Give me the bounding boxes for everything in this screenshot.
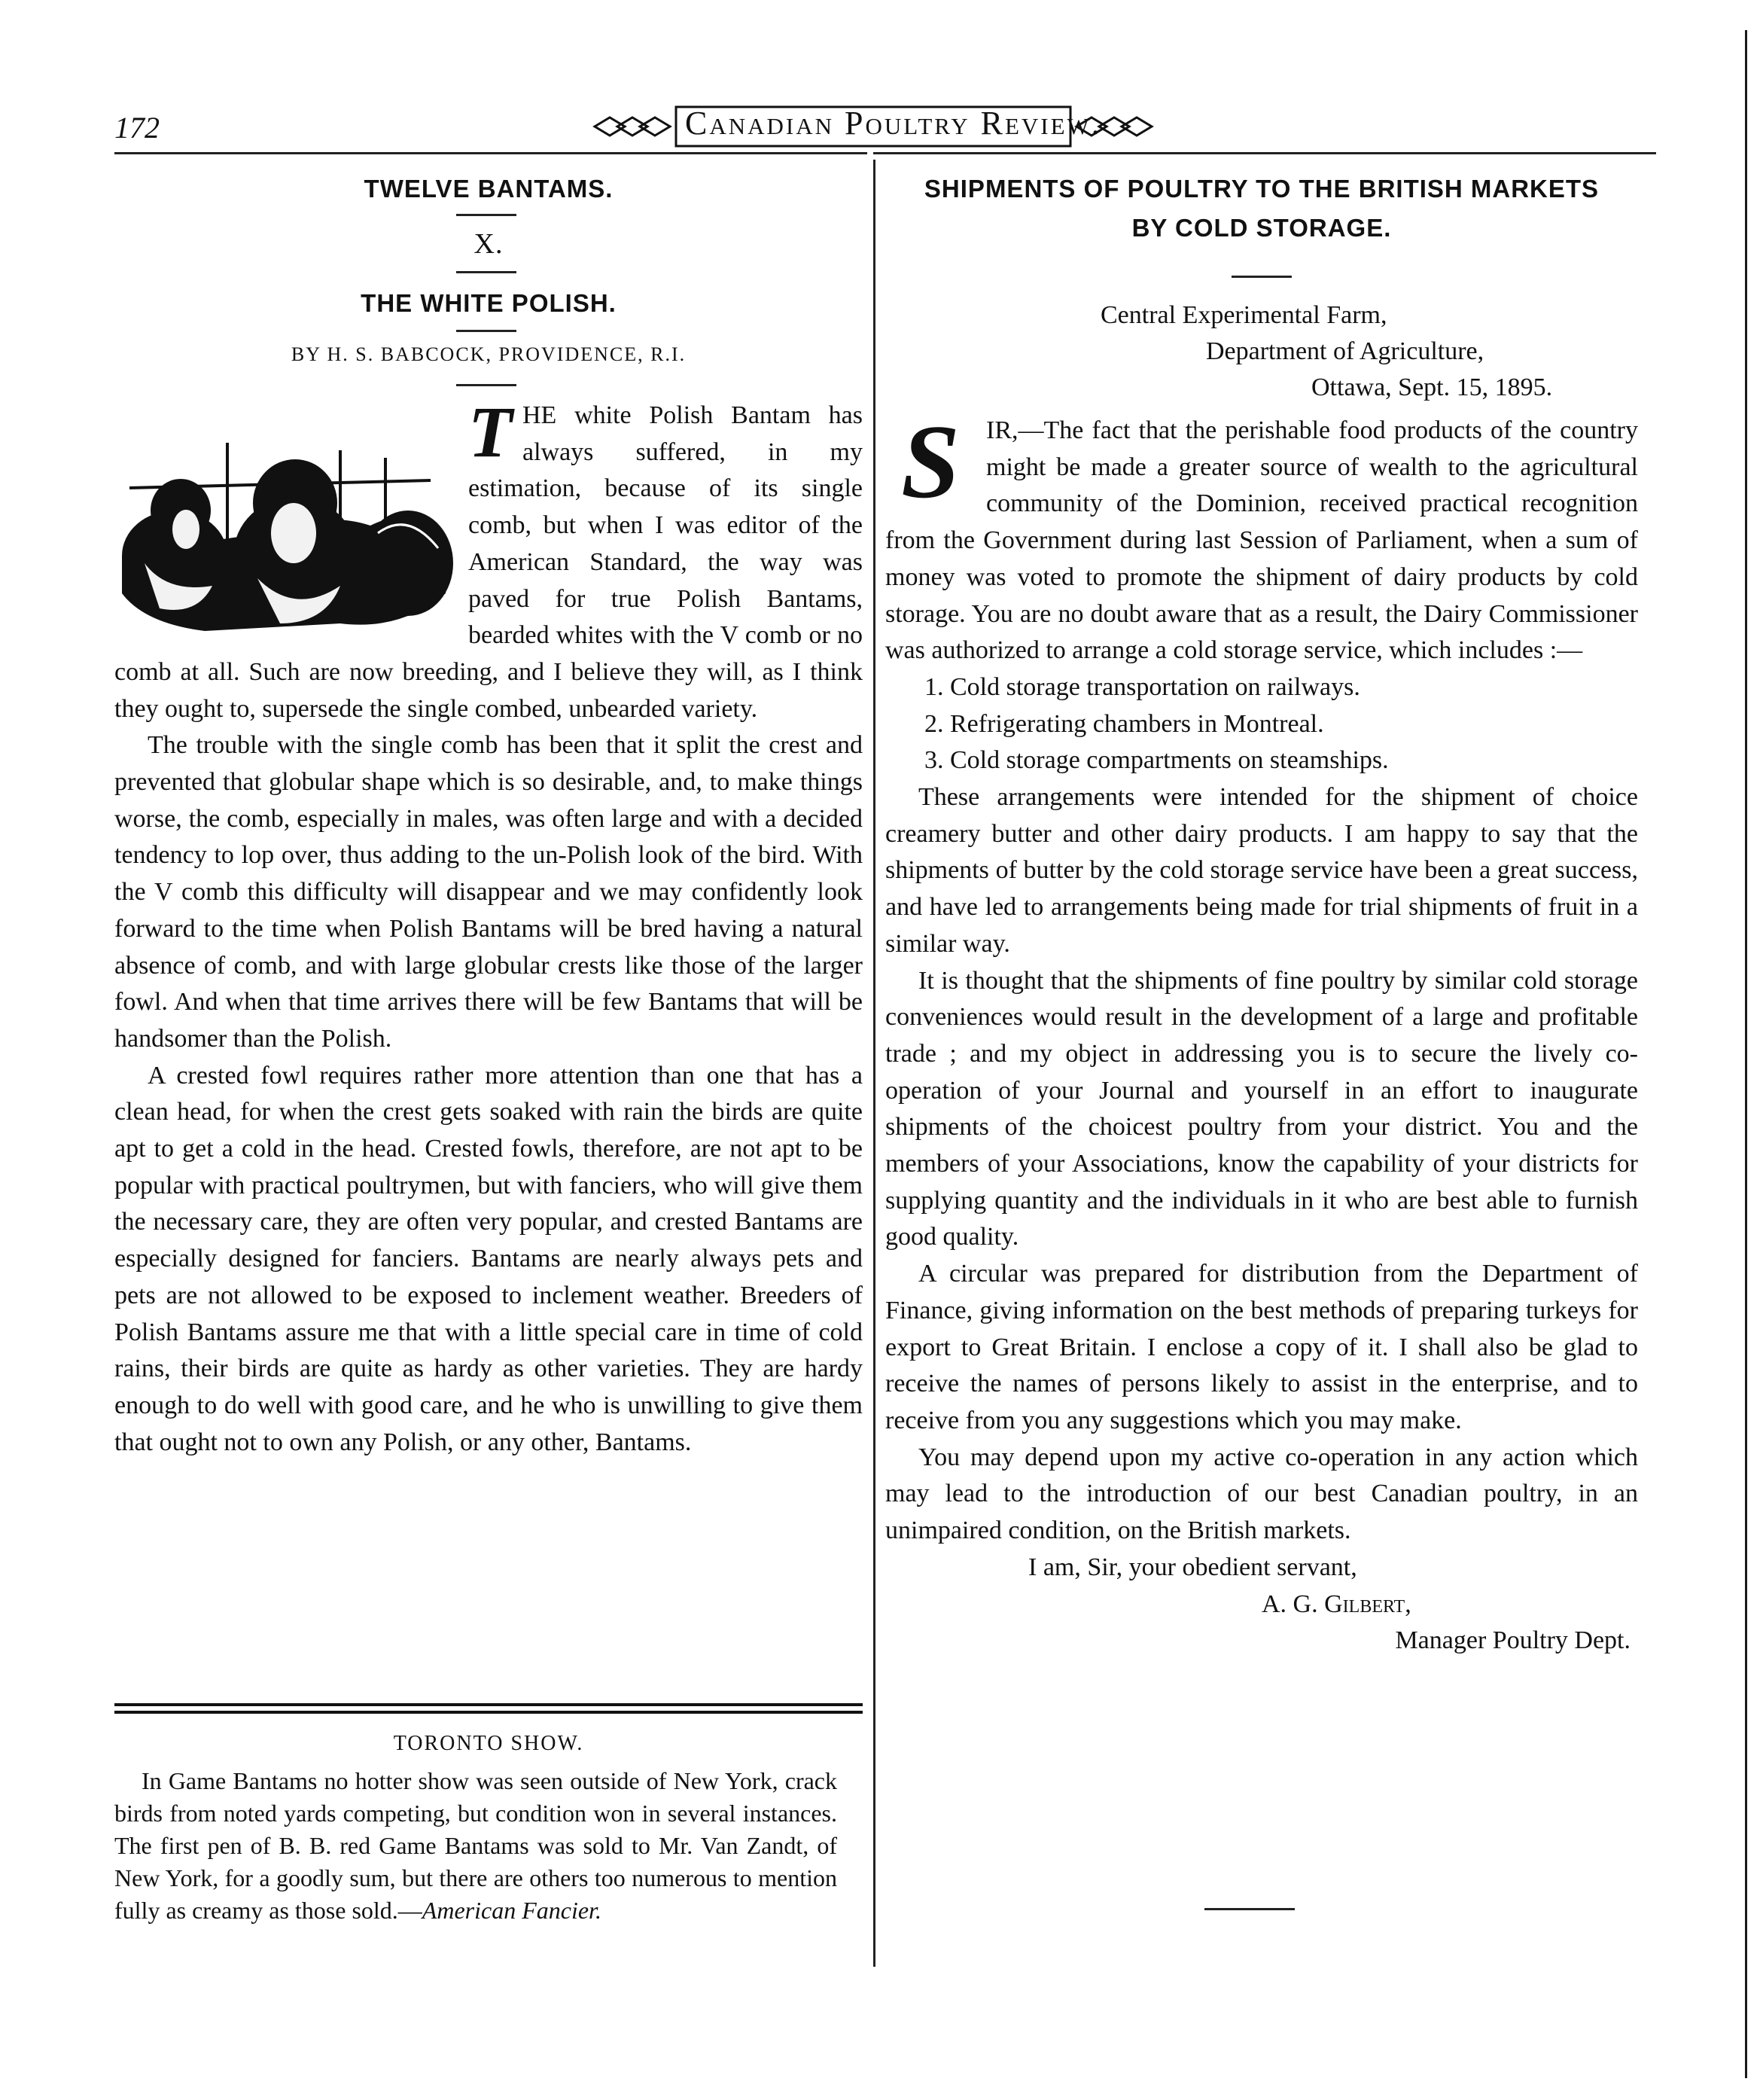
service-list-item: 3. Cold storage compartments on steamships. bbox=[924, 746, 1389, 775]
right-dropcap: S bbox=[901, 404, 960, 520]
masthead bbox=[587, 96, 1159, 157]
left-article-body bbox=[114, 392, 863, 1461]
left-dropcap: T bbox=[468, 392, 513, 472]
subtitle-rule bbox=[456, 330, 516, 332]
number-rule bbox=[456, 271, 516, 273]
address-line-1: Central Experimental Farm, bbox=[1101, 301, 1387, 329]
byline-rule bbox=[456, 384, 516, 386]
left-article-title: TWELVE BANTAMS. bbox=[364, 175, 614, 203]
right-article-title-line1: SHIPMENTS OF POULTRY TO THE BRITISH MARKETS bbox=[924, 175, 1600, 203]
left-article-subtitle: THE WHITE POLISH. bbox=[361, 289, 617, 317]
polish-bantams-icon bbox=[114, 398, 456, 645]
header-rule-left bbox=[114, 152, 867, 154]
toronto-show-text: In Game Bantams no hotter show was seen outside of New York, crack birds from noted yards competing, but condition won in several instances. The first pen of B. B. red Game Bantams was sold to Mr. Van Zandt, of New York, for a goodly sum, but there are others too numerous to mention fully as creamy as those sold.— bbox=[114, 1767, 837, 1924]
left-paragraph: A crested fowl requires rather more attention than one that has a clean head, for when the crest gets soaked with rain the birds are quite apt to get a cold in the head. Crested fowls, therefore, are not apt to be popular with practical poultrymen, but with fanciers, who will give them the necessary care, they are often very popular, and crested Bantams are especially designed for fanciers. Bantams are nearly always pets and pets are not allowed to be exposed to inclement weather. Breeders of Polish Bantams assure me that with a little special care in time of cold rains, their birds are quite as hardy as other varieties. They are hardy enough to do well with good care, and he who is unwilling to give them that ought not to own any Polish, or any other, Bantams. bbox=[114, 1061, 863, 1456]
right-paragraph: It is thought that the shipments of fine poultry by similar cold storage conveniences would result in the development of a large and profitable trade ; and my object in addressing you is to secure the lively co-operation of your Journal and yourself in an effort to inaugurate shipments of the choicest poultry from your district. You and the members of your Associations, know the capability of your districts for supplying quantity and the individuals in it who are best able to furnish good quality. bbox=[885, 966, 1638, 1251]
right-article-body bbox=[885, 404, 1638, 1660]
page-number: 172 bbox=[114, 111, 160, 145]
service-list-item: 1. Cold storage transportation on railways. bbox=[924, 672, 1360, 701]
right-paragraph: You may depend upon my active co-operation in any action which may lead to the introduction of our best Canadian poultry, in an unimpaired condition, on the British markets. bbox=[885, 1443, 1638, 1545]
column-divider bbox=[873, 160, 875, 1967]
bantam-illustration bbox=[114, 398, 456, 645]
toronto-show-title: TORONTO SHOW. bbox=[393, 1732, 584, 1755]
address-line-2: Department of Agriculture, bbox=[1206, 337, 1484, 365]
header-rule-right bbox=[873, 152, 1656, 154]
section-rule-bottom bbox=[114, 1711, 863, 1714]
service-list-item: 2. Refrigerating chambers in Montreal. bbox=[924, 709, 1324, 738]
page-edge-line bbox=[1745, 30, 1747, 2078]
signature-title: Manager Poultry Dept. bbox=[1395, 1626, 1631, 1655]
masthead-title: Canadian Poultry Review. bbox=[685, 105, 1102, 142]
right-intro-paragraph bbox=[885, 404, 1638, 669]
right-article-title-line2: BY COLD STORAGE. bbox=[1131, 214, 1392, 242]
right-paragraph: These arrangements were intended for the shipment of choice creamery butter and other dairy products. I am happy to say that the shipments of butter by the cold storage service have been a great success, and have led to arrangements being made for trial shipments of fruit in a similar way. bbox=[885, 783, 1638, 958]
right-title-rule bbox=[1232, 276, 1292, 278]
section-rule-top bbox=[114, 1703, 863, 1706]
left-intro-text: HE white Polish Bantam has always suffered, in my estimation, because of its single comb, but when I was editor of the American Standard, the way was paved for true Polish Bantams, bearded whites with the V comb or no comb at all. Such are now breeding, and I believe they will, as I think they ought to, supersede the single combed, unbearded variety. bbox=[114, 401, 863, 723]
right-paragraph: A circular was prepared for distribution from the Department of Finance, giving information on the best methods of preparing turkeys for export to Great Britain. I enclose a copy of it. I shall also be glad to receive the names of persons likely to assist in the enterprise, and to receive from you any suggestions which you may make. bbox=[885, 1260, 1638, 1434]
right-intro-text: IR,—The fact that the perishable food products of the country might be made a greater source of wealth to the agricultural community of the Dominion, received practical recognition from the Government during last Session of Parliament, when a sum of money was voted to promote the shipment of dairy products by cold storage. You are no doubt aware that as a result, the Dairy Commissioner was authorized to arrange a cold storage service, which includes :— bbox=[885, 416, 1638, 665]
toronto-show-source: American Fancier. bbox=[422, 1897, 601, 1924]
toronto-show-body bbox=[114, 1765, 837, 1927]
end-rule bbox=[1204, 1908, 1295, 1910]
byline: BY H. S. BABCOCK, PROVIDENCE, R.I. bbox=[291, 343, 687, 365]
article-number: X. bbox=[473, 228, 504, 260]
signature-name: A. G. Gilbert, bbox=[1262, 1589, 1411, 1618]
title-rule bbox=[456, 214, 516, 216]
address-line-3: Ottawa, Sept. 15, 1895. bbox=[1311, 373, 1553, 401]
closing-line: I am, Sir, your obedient servant, bbox=[1028, 1553, 1357, 1581]
left-paragraph: The trouble with the single comb has been that it split the crest and prevented that globular shape which is so desirable, and, to make things worse, the comb, especially in males, was often large and with a decided tendency to lop over, thus adding to the un-Polish look of the bird. With the V comb this difficulty will disappear and we may confidently look forward to the time when Polish Bantams will be bred having a natural absence of comb, and with large globular crests like those of the larger fowl. And when that time arrives there will be few Bantams that will be handsomer than the Polish. bbox=[114, 731, 863, 1053]
toronto-show-paragraph bbox=[114, 1765, 837, 1927]
